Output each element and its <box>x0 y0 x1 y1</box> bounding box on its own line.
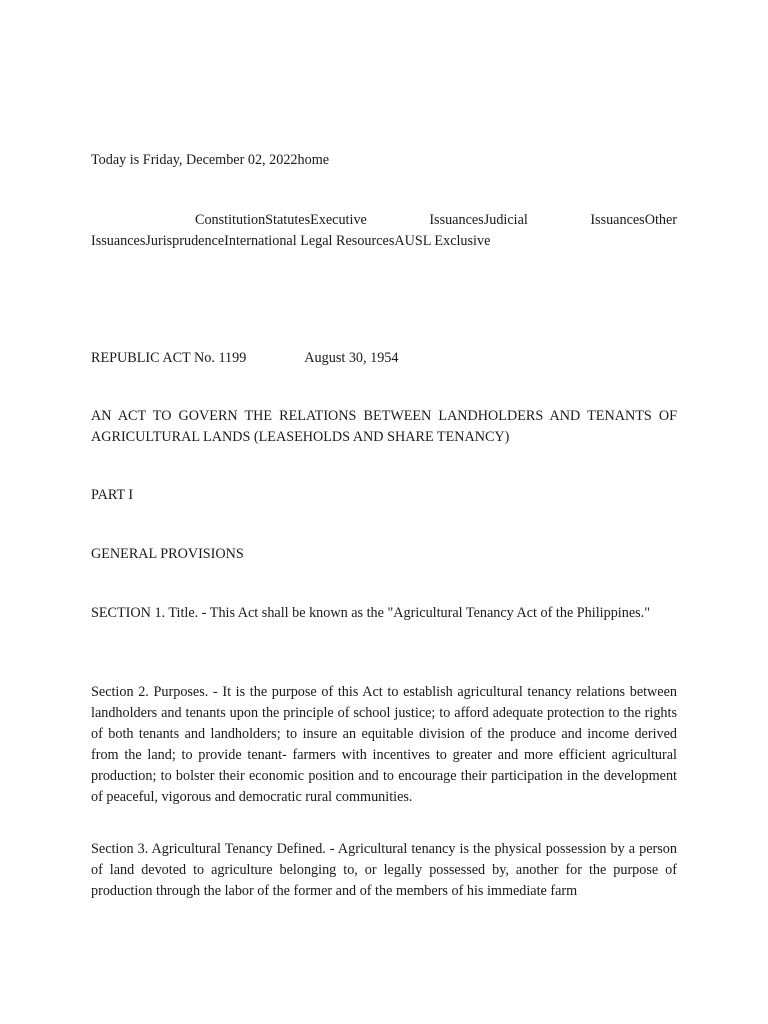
nav-jurisprudence[interactable]: Jurisprudence <box>145 233 225 249</box>
nav-other-issuances[interactable]: Other Issuances <box>91 212 678 249</box>
section-1: SECTION 1. Title. - This Act shall be known as the "Agricultural Tenancy Act of the Philippines." <box>91 605 650 621</box>
act-number: REPUBLIC ACT No. 1199 <box>91 350 247 366</box>
part-heading: GENERAL PROVISIONS <box>91 546 244 562</box>
act-header <box>91 348 677 369</box>
section-2: Section 2. Purposes. - It is the purpose of this Act to establish agricultural tenancy relations between landholders and tenants upon the principle of school justice; to afford adequate protection to the rights of both tenants and landholders; to insure an equitable division of the produce and income derived from the land; to provide tenant- farmers with incentives to greater and more efficient agricultural production; to bolster their economic position and to encourage their participation in the development of peaceful, vigorous and democratic rural communities. <box>91 684 677 805</box>
date-line <box>91 150 677 171</box>
part-label: PART I <box>91 487 134 503</box>
main-nav <box>91 210 677 252</box>
nav-constitution[interactable]: Constitution <box>195 212 266 228</box>
act-title: AN ACT TO GOVERN THE RELATIONS BETWEEN LANDHOLDERS AND TENANTS OF AGRICULTURAL LANDS (LEASEHOLDS AND SHARE TENANCY) <box>91 408 677 445</box>
nav-statutes[interactable]: Statutes <box>265 212 311 228</box>
nav-ausl-exclusive[interactable]: AUSL Exclusive <box>394 233 491 249</box>
nav-executive-issuances[interactable]: Executive Issuances <box>310 212 484 228</box>
nav-international-legal-resources[interactable]: International Legal Resources <box>224 233 395 249</box>
nav-judicial-issuances[interactable]: Judicial Issuances <box>483 212 645 228</box>
act-date: August 30, 1954 <box>304 350 399 366</box>
home-link[interactable]: home <box>297 152 330 168</box>
today-text: Today is Friday, December 02, 2022 <box>91 152 298 168</box>
section-3: Section 3. Agricultural Tenancy Defined. - Agricultural tenancy is the physical possession by a person of land devoted to agriculture belonging to, or legally possessed by, another for the purpose of production through the labor of the former and of the members of his immediate farm <box>91 841 677 899</box>
